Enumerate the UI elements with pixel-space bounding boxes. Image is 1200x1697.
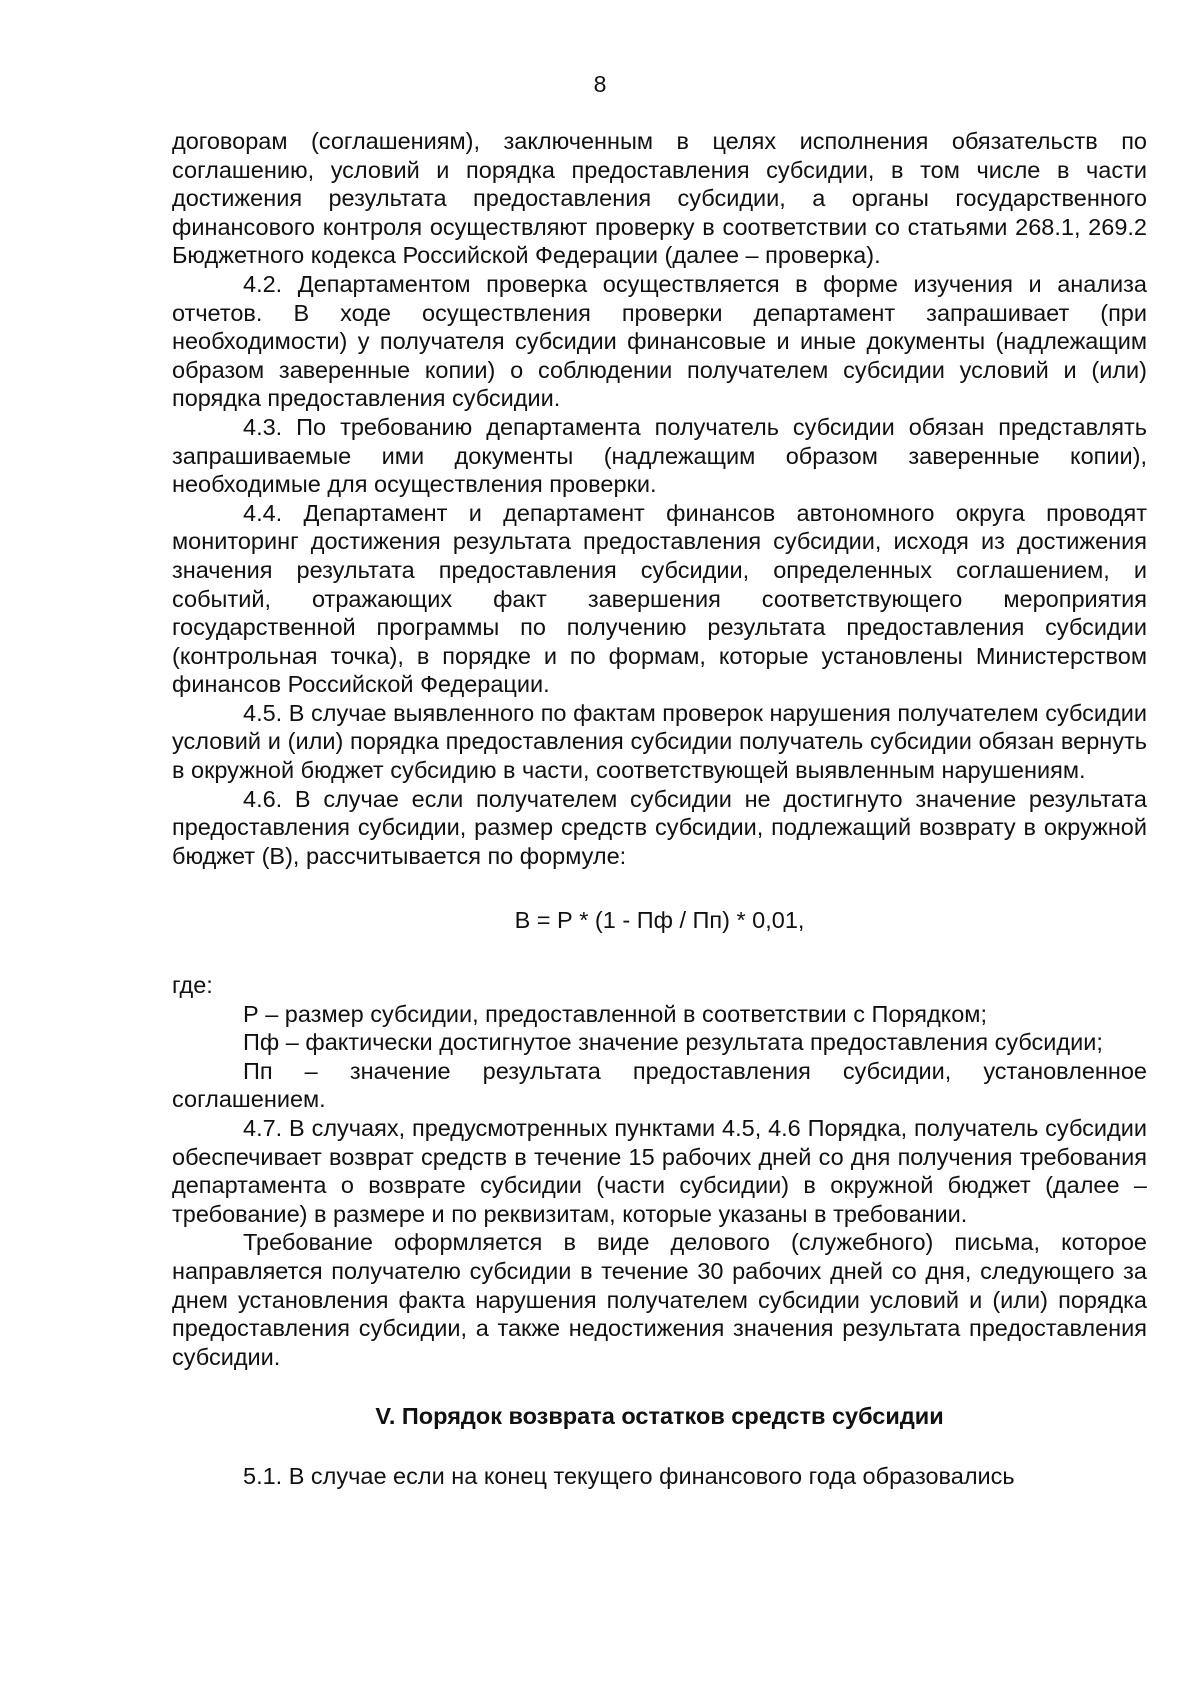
definition-r: Р – размер субсидии, предоставленной в соответствии с Порядком;	[243, 1000, 987, 1027]
paragraph-4-3: 4.3. По требованию департамента получатель субсидии обязан представлять запрашиваемые ими документы (надлежащим образом заверенные копии), необходимые для осуществления проверки.	[172, 413, 1147, 498]
paragraph-4-7: 4.7. В случаях, предусмотренных пунктами 4.5, 4.6 Порядка, получатель субсидии обеспечивает возврат средств в течение 15 рабочих дней со дня получения требования департамента о возврате субсидии (части субсидии) в окружной бюджет (далее – требование) в размере и по реквизитам, которые указаны в требовании.	[172, 1115, 1147, 1227]
where-label: где:	[172, 972, 213, 999]
paragraph-5-1: 5.1. В случае если на конец текущего финансового года образовались	[243, 1462, 1015, 1489]
section-heading: V. Порядок возврата остатков средств субсидии	[375, 1403, 944, 1430]
definition-pp: Пп – значение результата предоставления субсидии, установленное соглашением.	[172, 1057, 1147, 1113]
definition-pf: Пф – фактически достигнутое значение результата предоставления субсидии;	[243, 1029, 1103, 1056]
paragraph-4-4: 4.4. Департамент и департамент финансов автономного округа проводят мониторинг достижения результата предоставления субсидии, исходя из достижения значения результата предоставления субсидии, определенных соглашением, и событий, отражающих факт завершения соответствующего мероприятия государственной программы по получению результата предоставления субсидии (контрольная точка), в порядке и по формам, которые установлены Министерством финансов Российской Федерации.	[172, 499, 1147, 698]
paragraph-4-6: 4.6. В случае если получателем субсидии не достигнуто значение результата предоставления субсидии, размер средств субсидии, подлежащий возврату в окружной бюджет (В), рассчитывается по формуле:	[172, 785, 1147, 869]
document-body	[172, 127, 1147, 1491]
page-number: 8	[593, 71, 607, 97]
paragraph-requirement: Требование оформляется в виде делового (служебного) письма, которое направляется получателю субсидии в течение 30 рабочих дней со дня, следующего за днем установления факта нарушения получателем субсидии условий и (или) порядка предоставления субсидии, а также недостижения значения результата предоставления субсидии.	[172, 1229, 1147, 1370]
formula: В = Р * (1 - Пф / Пп) * 0,01,	[514, 907, 805, 934]
paragraph-4-5: 4.5. В случае выявленного по фактам проверок нарушения получателем субсидии условий и (или) порядка предоставления субсидии получатель субсидии обязан вернуть в окружной бюджет субсидию в части, соответствующей выявленным нарушениям.	[172, 699, 1147, 784]
paragraph-continuation: договорам (соглашениям), заключенным в целях исполнения обязательств по соглашению, условий и порядка предоставления субсидии, в том числе в части достижения результата предоставления субсидии, а органы государственного финансового контроля осуществляют проверку в соответствии со статьями 268.1, 269.2 Бюджетного кодекса Российской Федерации (далее – проверка).	[172, 128, 1147, 269]
paragraph-4-2: 4.2. Департаментом проверка осуществляется в форме изучения и анализа отчетов. В ходе осуществления проверки департамент запрашивает (при необходимости) у получателя субсидии финансовые и иные документы (надлежащим образом заверенные копии) о соблюдении получателем субсидии условий и (или) порядка предоставления субсидии.	[172, 270, 1147, 412]
